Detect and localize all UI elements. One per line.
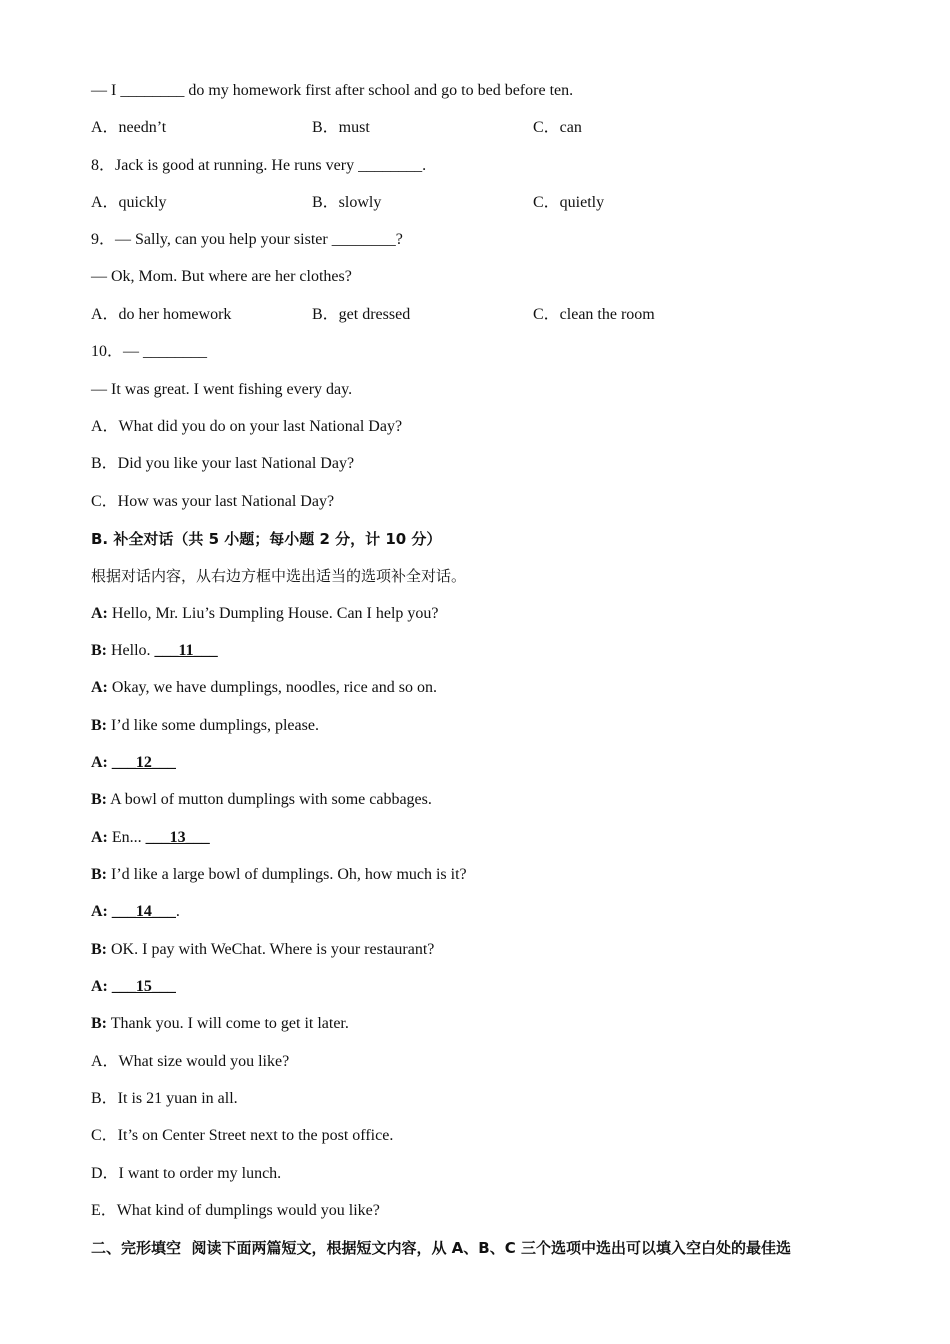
q10-option-c: C．How was your last National Day?: [91, 493, 335, 510]
q7-option-a: A．needn’t: [91, 119, 167, 136]
dialogue-line: [91, 828, 210, 848]
choice-e: E．What kind of dumplings would you like?: [91, 1202, 380, 1219]
dialogue-text: I’d like some dumplings, please.: [107, 717, 319, 734]
speaker-label: A:: [91, 754, 108, 771]
q9-option-c: C．clean the room: [533, 306, 655, 323]
choice-b: B．It is 21 yuan in all.: [91, 1090, 238, 1107]
speaker-label: A:: [91, 903, 108, 920]
dialogue-text: Hello, Mr. Liu’s Dumpling House. Can I help you?: [107, 605, 439, 622]
speaker-label: B:: [91, 1015, 107, 1032]
speaker-label: B:: [91, 941, 107, 958]
dialogue-line: [91, 977, 176, 997]
speaker-label: A:: [91, 679, 108, 696]
dialogue-line: [91, 678, 437, 698]
q9-stem: 9．— Sally, can you help your sister ________?: [91, 231, 403, 248]
choice-d: D．I want to order my lunch.: [91, 1165, 282, 1182]
choice-c: C．It’s on Center Street next to the post office.: [91, 1127, 394, 1144]
q10-stem: 10．— ________: [91, 343, 208, 360]
dialogue-line: [91, 716, 319, 736]
q8-option-c: C．quietly: [533, 194, 605, 211]
q10-reply: — It was great. I went fishing every day.: [91, 381, 353, 398]
q9-option-b: B．get dressed: [312, 306, 411, 323]
dialogue-line: [91, 940, 434, 960]
speaker-label: B:: [91, 791, 107, 808]
answer-blank-15: ___15___: [111, 978, 176, 995]
speaker-label: B:: [91, 642, 107, 659]
choice-a: A．What size would you like?: [91, 1053, 290, 1070]
q8-option-b: B．slowly: [312, 194, 382, 211]
dialogue-text: Thank you. I will come to get it later.: [107, 1015, 349, 1032]
q7-option-c: C．can: [533, 119, 582, 136]
section-b-title: B. 补全对话（共 5 小题；每小题 2 分，计 10 分）: [91, 530, 442, 548]
dialogue-text: I’d like a large bowl of dumplings. Oh, how much is it?: [107, 866, 467, 883]
section-b-instruction: 根据对话内容，从右边方框中选出适当的选项补全对话。: [91, 567, 467, 585]
dialogue-line: [91, 865, 467, 885]
section-2-title: 二、完形填空 阅读下面两篇短文，根据短文内容，从 A、B、C 三个选项中选出可以填入空白处的最佳选: [91, 1239, 791, 1257]
answer-blank-13: ___13___: [145, 829, 210, 846]
dialogue-line: [91, 790, 432, 810]
q9-option-a: A．do her homework: [91, 306, 232, 323]
dialogue-text: Okay, we have dumplings, noodles, rice and so on.: [107, 679, 438, 696]
answer-blank-14: ___14___: [111, 903, 176, 920]
dialogue-text: En...: [107, 829, 146, 846]
dialogue-line: [91, 641, 218, 661]
q8-option-a: A．quickly: [91, 194, 167, 211]
dialogue-after: .: [175, 903, 180, 920]
speaker-label: A:: [91, 978, 108, 995]
answer-blank-11: ___11___: [154, 642, 218, 659]
dialogue-text: Hello.: [107, 642, 155, 659]
q10-option-a: A．What did you do on your last National Day?: [91, 418, 403, 435]
dialogue-text: OK. I pay with WeChat. Where is your restaurant?: [107, 941, 435, 958]
q10-option-b: B．Did you like your last National Day?: [91, 455, 355, 472]
dialogue-line: [91, 753, 176, 773]
q7-reply-line: — I ________ do my homework first after school and go to bed before ten.: [91, 82, 574, 99]
q9-reply: — Ok, Mom. But where are her clothes?: [91, 268, 352, 285]
speaker-label: A:: [91, 829, 108, 846]
speaker-label: A:: [91, 605, 108, 622]
speaker-label: B:: [91, 717, 107, 734]
speaker-label: B:: [91, 866, 107, 883]
dialogue-line: [91, 1014, 349, 1034]
answer-blank-12: ___12___: [111, 754, 176, 771]
dialogue-line: [91, 902, 180, 922]
dialogue-text: A bowl of mutton dumplings with some cabbages.: [107, 791, 432, 808]
q7-option-b: B．must: [312, 119, 370, 136]
q8-stem: 8．Jack is good at running. He runs very ________.: [91, 157, 427, 174]
dialogue-line: [91, 604, 439, 624]
